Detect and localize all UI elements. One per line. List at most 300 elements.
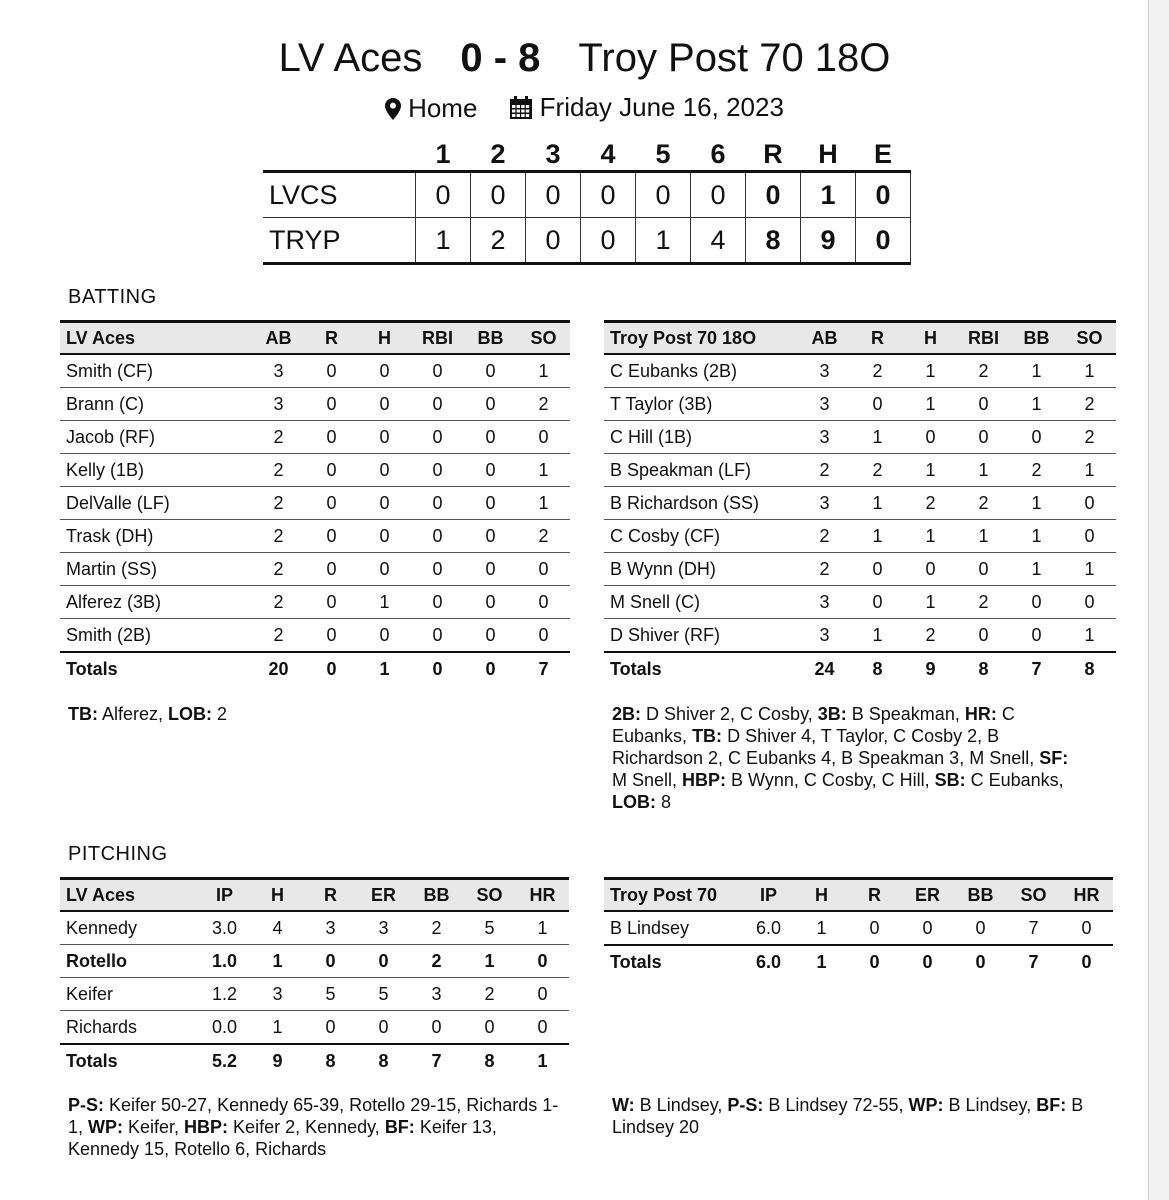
- stat-value: 0: [516, 978, 569, 1011]
- linescore-col-header: 2: [490, 138, 506, 169]
- linescore-row: [263, 172, 911, 218]
- stat-value: 1: [1010, 487, 1063, 520]
- stat-value: 0: [517, 586, 570, 619]
- player-name: Alferez (3B): [60, 586, 252, 619]
- calendar-icon: [509, 96, 533, 120]
- totals-label: Totals: [604, 945, 742, 978]
- totals-value: 0: [901, 945, 954, 978]
- stat-value: 0: [305, 553, 358, 586]
- inning-runs: 1: [636, 218, 691, 264]
- stat-value: 2: [851, 354, 904, 388]
- total-hits: 1: [801, 172, 856, 218]
- stat-value: 0: [904, 553, 957, 586]
- note-text: Alferez,: [98, 704, 169, 724]
- game-location: Home: [408, 93, 478, 123]
- totals-value: 1: [516, 1044, 569, 1077]
- totals-value: 8: [957, 652, 1010, 685]
- away-pitching-notes: [68, 1094, 568, 1160]
- linescore-col-header: H: [818, 138, 838, 169]
- stat-value: 3: [357, 911, 410, 945]
- team-header: Troy Post 70: [604, 879, 742, 912]
- stat-value: 0: [464, 388, 517, 421]
- stat-value: 7: [1007, 911, 1060, 945]
- note-text: C Eubanks,: [612, 704, 1015, 746]
- stat-value: 3: [304, 911, 357, 945]
- stat-value: 1: [1010, 553, 1063, 586]
- player-row: [604, 421, 1116, 454]
- stat-col-header: H: [795, 879, 848, 912]
- stat-value: 0: [411, 586, 464, 619]
- stat-value: 0: [357, 1011, 410, 1045]
- stat-value: 2: [957, 586, 1010, 619]
- note-text: B Lindsey,: [634, 1095, 728, 1115]
- stat-value: 0: [517, 421, 570, 454]
- stat-value: 0: [1060, 911, 1113, 945]
- player-row: [60, 388, 570, 421]
- stat-col-header: BB: [954, 879, 1007, 912]
- stat-col-header: H: [358, 322, 411, 355]
- stat-value: 2: [410, 911, 463, 945]
- stat-col-header: BB: [1010, 322, 1063, 355]
- totals-label: Totals: [60, 652, 252, 685]
- stat-value: 1: [851, 619, 904, 653]
- totals-value: 1: [358, 652, 411, 685]
- stat-value: 0: [305, 586, 358, 619]
- stat-value: 0: [411, 619, 464, 653]
- stat-value: 2: [517, 520, 570, 553]
- stat-value: 1: [1063, 553, 1116, 586]
- stat-value: 1: [904, 354, 957, 388]
- stat-value: 2: [517, 388, 570, 421]
- player-row: [60, 586, 570, 619]
- stat-value: 0: [411, 553, 464, 586]
- stat-value: 2: [463, 978, 516, 1011]
- linescore-col-header: 5: [655, 138, 671, 169]
- stat-value: 2: [1063, 421, 1116, 454]
- home-pitching-table: [604, 877, 1113, 978]
- totals-value: 8: [357, 1044, 410, 1077]
- stat-value: 0: [464, 619, 517, 653]
- stat-value: 2: [252, 586, 305, 619]
- player-row: [60, 978, 569, 1011]
- player-name: Kennedy: [60, 911, 198, 945]
- totals-value: 1: [795, 945, 848, 978]
- stat-value: 0: [357, 945, 410, 978]
- stat-value: 0: [464, 487, 517, 520]
- stat-value: 2: [1063, 388, 1116, 421]
- stat-col-header: HR: [1060, 879, 1113, 912]
- stat-col-header: IP: [742, 879, 795, 912]
- totals-value: 7: [1010, 652, 1063, 685]
- stat-value: 2: [410, 945, 463, 978]
- stat-value: 0: [305, 619, 358, 653]
- note-label: HBP:: [682, 770, 727, 790]
- stat-value: 0: [358, 354, 411, 388]
- stat-value: 0: [358, 520, 411, 553]
- linescore-row: [263, 218, 911, 264]
- stat-value: 4: [251, 911, 304, 945]
- player-name: Kelly (1B): [60, 454, 252, 487]
- stat-value: 3: [798, 487, 851, 520]
- stat-value: 1: [1063, 454, 1116, 487]
- total-errors: 0: [856, 218, 911, 264]
- stat-value: 3: [798, 388, 851, 421]
- player-name: Trask (DH): [60, 520, 252, 553]
- player-row: [60, 354, 570, 388]
- player-row: [60, 487, 570, 520]
- stat-value: 0: [957, 388, 1010, 421]
- away-batting-notes: [68, 703, 548, 725]
- linescore-col-header: 3: [545, 138, 561, 169]
- stat-col-header: AB: [798, 322, 851, 355]
- linescore-table: [263, 138, 911, 265]
- player-row: [604, 388, 1116, 421]
- stat-col-header: RBI: [411, 322, 464, 355]
- note-text: 2: [212, 704, 228, 724]
- note-label: 3B:: [817, 704, 847, 724]
- stat-value: 1: [1010, 388, 1063, 421]
- stat-value: 1: [904, 586, 957, 619]
- stat-value: 2: [957, 354, 1010, 388]
- stat-value: 0: [851, 388, 904, 421]
- home-batting-notes: [612, 703, 1082, 813]
- stat-value: 1: [1010, 354, 1063, 388]
- note-text: B Lindsey 72-55,: [763, 1095, 909, 1115]
- inning-runs: 4: [691, 218, 746, 264]
- stat-value: 0: [411, 388, 464, 421]
- stat-value: 3: [410, 978, 463, 1011]
- stat-col-header: AB: [252, 322, 305, 355]
- stat-col-header: IP: [198, 879, 251, 912]
- team-header: Troy Post 70 18O: [604, 322, 798, 355]
- stat-col-header: R: [305, 322, 358, 355]
- note-text: Keifer 50-27, Kennedy 65-39, Rotello 29-15, Richards 1-1,: [68, 1095, 559, 1137]
- note-label: LOB:: [168, 704, 213, 724]
- player-row: [60, 911, 569, 945]
- player-row: [604, 911, 1113, 945]
- totals-row: [60, 1044, 569, 1077]
- stat-col-header: R: [304, 879, 357, 912]
- totals-value: 8: [1063, 652, 1116, 685]
- stat-value: 3: [798, 619, 851, 653]
- totals-value: 9: [251, 1044, 304, 1077]
- pitching-section-label: PITCHING: [68, 843, 168, 865]
- batting-section-label: BATTING: [68, 286, 157, 308]
- player-name: T Taylor (3B): [604, 388, 798, 421]
- stat-value: 0: [464, 354, 517, 388]
- stat-value: 0: [305, 487, 358, 520]
- stat-value: 2: [252, 487, 305, 520]
- stat-value: 0: [411, 520, 464, 553]
- player-name: B Speakman (LF): [604, 454, 798, 487]
- linescore-team: TRYP: [263, 218, 416, 264]
- player-name: B Lindsey: [604, 911, 742, 945]
- inning-runs: 1: [416, 218, 471, 264]
- home-team-name: Troy Post 70 18O: [578, 36, 891, 80]
- stat-value: 0: [358, 454, 411, 487]
- totals-value: 20: [252, 652, 305, 685]
- stat-value: 2: [252, 520, 305, 553]
- stat-value: 1: [1063, 619, 1116, 653]
- stat-value: 3: [251, 978, 304, 1011]
- totals-row: [604, 945, 1113, 978]
- away-batting-table: [60, 320, 570, 685]
- stat-value: 1: [517, 454, 570, 487]
- total-runs: 0: [746, 172, 801, 218]
- linescore-col-header: E: [873, 138, 892, 169]
- stat-col-header: ER: [357, 879, 410, 912]
- note-label: P-S:: [68, 1095, 104, 1115]
- stat-value: 1: [851, 487, 904, 520]
- inning-runs: 0: [581, 172, 636, 218]
- player-row: [604, 487, 1116, 520]
- note-text: Keifer,: [123, 1117, 185, 1137]
- note-text: C Eubanks,: [965, 770, 1064, 790]
- stat-value: 0: [358, 619, 411, 653]
- inning-runs: 2: [471, 218, 526, 264]
- player-row: [604, 454, 1116, 487]
- stat-value: 1: [851, 421, 904, 454]
- stat-value: 0: [464, 421, 517, 454]
- stat-value: 1: [358, 586, 411, 619]
- stat-value: 0: [358, 487, 411, 520]
- note-text: Keifer 13, Kennedy 15, Rotello 6, Richards: [68, 1117, 497, 1159]
- stat-col-header: H: [251, 879, 304, 912]
- away-team-name: LV Aces: [278, 36, 423, 80]
- stat-value: 1: [957, 520, 1010, 553]
- inning-runs: 0: [636, 172, 691, 218]
- totals-value: 0: [1060, 945, 1113, 978]
- stat-value: 0: [516, 1011, 569, 1045]
- stat-col-header: BB: [464, 322, 517, 355]
- player-row: [604, 553, 1116, 586]
- team-header: LV Aces: [60, 322, 252, 355]
- note-label: 2B:: [612, 704, 642, 724]
- stat-value: 0: [464, 586, 517, 619]
- stat-value: 0: [305, 388, 358, 421]
- stat-value: 2: [252, 619, 305, 653]
- stat-col-header: SO: [1007, 879, 1060, 912]
- note-label: SF:: [1039, 748, 1069, 768]
- linescore-team: LVCS: [263, 172, 416, 218]
- totals-value: 0: [411, 652, 464, 685]
- totals-value: 0: [305, 652, 358, 685]
- map-pin-icon: [385, 98, 401, 120]
- note-text: B Lindsey,: [943, 1095, 1037, 1115]
- player-name: Martin (SS): [60, 553, 252, 586]
- stat-value: 0: [904, 421, 957, 454]
- note-text: D Shiver 4, T Taylor, C Cosby 2, B Richardson 2, C Eubanks 4, B Speakman 3, M Snell,: [612, 726, 1040, 768]
- player-row: [604, 619, 1116, 653]
- totals-value: 8: [304, 1044, 357, 1077]
- player-name: B Wynn (DH): [604, 553, 798, 586]
- stat-value: 3: [798, 421, 851, 454]
- stat-value: 1.2: [198, 978, 251, 1011]
- stat-value: 3: [252, 388, 305, 421]
- stat-value: 1: [463, 945, 516, 978]
- note-label: TB:: [692, 726, 723, 746]
- totals-label: Totals: [604, 652, 798, 685]
- stat-value: 1: [251, 945, 304, 978]
- note-label: BF:: [1036, 1095, 1067, 1115]
- stat-value: 2: [798, 454, 851, 487]
- stat-value: 3.0: [198, 911, 251, 945]
- stat-value: 1: [851, 520, 904, 553]
- player-row: [604, 354, 1116, 388]
- stat-value: 1: [904, 454, 957, 487]
- totals-value: 8: [851, 652, 904, 685]
- final-score: 0 - 8: [460, 36, 541, 80]
- stat-value: 2: [851, 454, 904, 487]
- stat-value: 0: [358, 388, 411, 421]
- note-text: 8: [656, 792, 672, 812]
- stat-col-header: RBI: [957, 322, 1010, 355]
- stat-value: 2: [957, 487, 1010, 520]
- stat-value: 1: [957, 454, 1010, 487]
- player-name: Smith (2B): [60, 619, 252, 653]
- team-header: LV Aces: [60, 879, 198, 912]
- stat-value: 1: [1010, 520, 1063, 553]
- game-date: Friday June 16, 2023: [539, 92, 784, 122]
- stat-value: 0: [517, 619, 570, 653]
- stat-col-header: R: [848, 879, 901, 912]
- stat-value: 0: [1063, 586, 1116, 619]
- inning-runs: 0: [526, 172, 581, 218]
- player-name: C Eubanks (2B): [604, 354, 798, 388]
- player-row: [604, 586, 1116, 619]
- total-runs: 8: [746, 218, 801, 264]
- player-name: B Richardson (SS): [604, 487, 798, 520]
- linescore-col-header: R: [763, 138, 783, 169]
- stat-value: 2: [252, 454, 305, 487]
- stat-value: 0: [410, 1011, 463, 1045]
- stat-value: 2: [252, 553, 305, 586]
- game-info: [0, 92, 1169, 127]
- stat-value: 0: [305, 454, 358, 487]
- inning-runs: 0: [526, 218, 581, 264]
- stat-value: 5: [304, 978, 357, 1011]
- stat-value: 3: [252, 354, 305, 388]
- stat-value: 0: [1010, 586, 1063, 619]
- stat-col-header: ER: [901, 879, 954, 912]
- home-batting-table: [604, 320, 1116, 685]
- note-label: P-S:: [727, 1095, 764, 1115]
- player-name: C Hill (1B): [604, 421, 798, 454]
- totals-value: 9: [904, 652, 957, 685]
- stat-value: 0: [305, 421, 358, 454]
- stat-value: 0: [957, 619, 1010, 653]
- inning-runs: 0: [691, 172, 746, 218]
- player-row: [60, 520, 570, 553]
- stat-value: 0: [517, 553, 570, 586]
- totals-value: 0: [848, 945, 901, 978]
- stat-value: 0: [901, 911, 954, 945]
- inning-runs: 0: [471, 172, 526, 218]
- stat-col-header: HR: [516, 879, 569, 912]
- totals-value: 24: [798, 652, 851, 685]
- note-label: WP:: [88, 1117, 124, 1137]
- note-text: D Shiver 2, C Cosby,: [641, 704, 818, 724]
- totals-row: [60, 652, 570, 685]
- stat-value: 0: [954, 911, 1007, 945]
- game-title: [0, 36, 1169, 81]
- player-name: Keifer: [60, 978, 198, 1011]
- stat-value: 1: [1063, 354, 1116, 388]
- totals-value: 0: [954, 945, 1007, 978]
- player-row: [60, 945, 569, 978]
- stat-value: 0: [411, 487, 464, 520]
- stat-value: 2: [1010, 454, 1063, 487]
- stat-value: 2: [798, 520, 851, 553]
- stat-value: 0: [304, 1011, 357, 1045]
- stat-col-header: H: [904, 322, 957, 355]
- player-name: M Snell (C): [604, 586, 798, 619]
- stat-col-header: SO: [463, 879, 516, 912]
- stat-value: 2: [252, 421, 305, 454]
- note-label: HBP:: [184, 1117, 229, 1137]
- stat-value: 1: [251, 1011, 304, 1045]
- note-label: TB:: [68, 704, 98, 724]
- stat-value: 0: [358, 421, 411, 454]
- totals-value: 8: [463, 1044, 516, 1077]
- note-label: SB:: [934, 770, 966, 790]
- stat-col-header: SO: [517, 322, 570, 355]
- note-text: B Wynn, C Cosby, C Hill,: [726, 770, 935, 790]
- stat-value: 1: [904, 520, 957, 553]
- note-text: Keifer 2, Kennedy,: [228, 1117, 385, 1137]
- stat-value: 0: [411, 354, 464, 388]
- stat-value: 0: [851, 553, 904, 586]
- stat-value: 3: [798, 586, 851, 619]
- player-name: Brann (C): [60, 388, 252, 421]
- stat-value: 5: [357, 978, 410, 1011]
- note-text: B Lindsey 20: [612, 1095, 1084, 1137]
- stat-value: 1.0: [198, 945, 251, 978]
- stat-value: 0: [305, 354, 358, 388]
- player-row: [60, 421, 570, 454]
- note-text: M Snell,: [612, 770, 683, 790]
- linescore-col-header: 4: [600, 138, 616, 169]
- totals-value: 6.0: [742, 945, 795, 978]
- note-label: W:: [612, 1095, 635, 1115]
- totals-value: 7: [1007, 945, 1060, 978]
- player-row: [60, 1011, 569, 1045]
- stat-value: 0: [305, 520, 358, 553]
- stat-value: 0: [411, 454, 464, 487]
- stat-value: 0: [848, 911, 901, 945]
- note-text: B Speakman,: [846, 704, 965, 724]
- totals-value: 7: [517, 652, 570, 685]
- stat-value: 1: [904, 388, 957, 421]
- note-label: WP:: [908, 1095, 944, 1115]
- inning-runs: 0: [581, 218, 636, 264]
- stat-value: 0: [358, 553, 411, 586]
- stat-value: 2: [798, 553, 851, 586]
- inning-runs: 0: [416, 172, 471, 218]
- stat-value: 0: [1063, 520, 1116, 553]
- stat-value: 0: [464, 520, 517, 553]
- linescore-col-header: 6: [710, 138, 726, 169]
- totals-value: 5.2: [198, 1044, 251, 1077]
- totals-value: 0: [464, 652, 517, 685]
- stat-value: 0: [516, 945, 569, 978]
- stat-value: 0: [464, 553, 517, 586]
- player-name: Richards: [60, 1011, 198, 1045]
- stat-value: 0: [1010, 619, 1063, 653]
- player-name: DelValle (LF): [60, 487, 252, 520]
- stat-value: 1: [517, 354, 570, 388]
- stat-value: 2: [904, 619, 957, 653]
